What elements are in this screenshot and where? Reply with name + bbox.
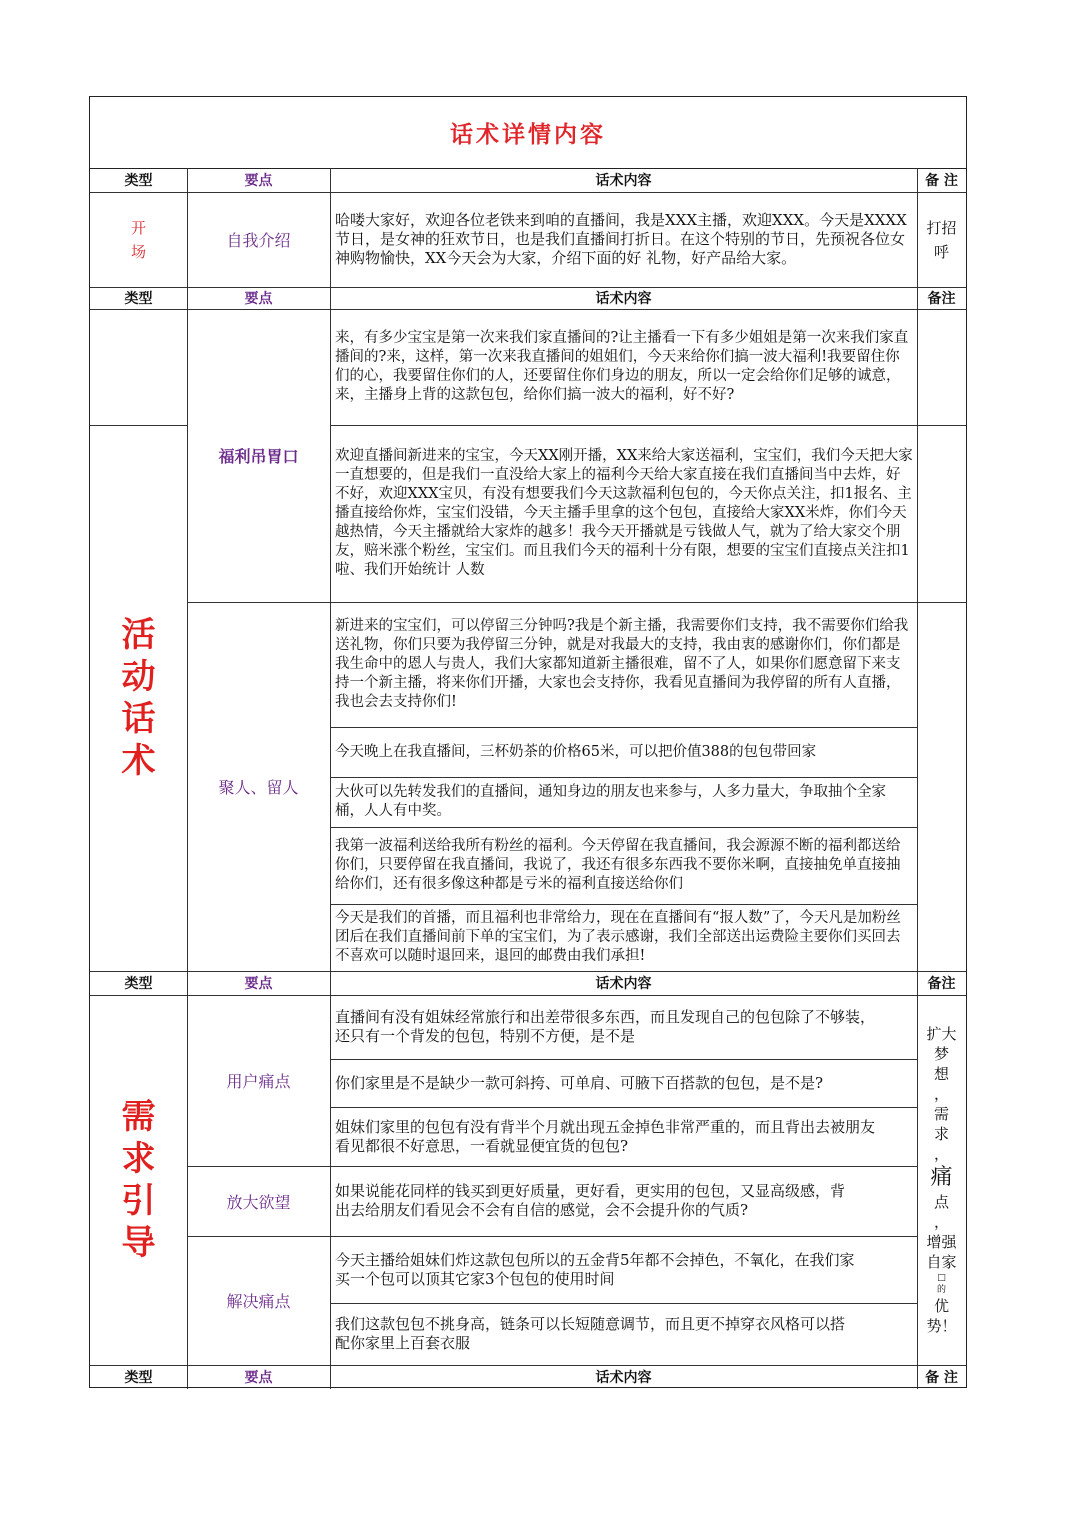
content-welfare-1: 来，有多少宝宝是第一次来我们家直播间的?让主播看一下有多少姐姐是第一次来我们家直播间的?来，这样，第一次来我直播间的姐姐们，今天来给你们搞一波大福利!我要留住你们的心，我要留住你们的人，还要留住你们身边的朋友，所以一定会给你们足够的诚意，来，主播身上背的这款包包，给你们搞一波大的福利，好不好? (335, 330, 909, 403)
note-part: □ (937, 1273, 946, 1283)
point-retain: 聚人、留人 (218, 778, 299, 797)
note-part: 扩大 (926, 1025, 957, 1043)
note-part: 优 (933, 1297, 949, 1315)
content-retain-4: 我第一波福利送给我所有粉丝的福利。今天停留在我直播间，我会源源不断的福利都送给你们，只要停留在我直播间，我说了，我还有很多东西我不要你米啊，直接抽免单直接抽给你们，还有很多像这种都是亏米的福利直接送给你们 (335, 838, 901, 892)
header-content: 话术内容 (595, 173, 652, 189)
content-retain-5: 今天是我们的首播，而且福利也非常给力，现在在直播间有“报人数”了，今天凡是加粉丝团后在我们直播间前下单的宝宝们，为了表示感谢，我们全部送出运费险主要你们买回去不喜欢可以随时退回来，退回的邮费由我们承担! (335, 910, 901, 964)
type-char: 活 (121, 615, 156, 655)
header-content: 话术内容 (595, 1369, 652, 1386)
note-part: 想 (933, 1065, 949, 1083)
type-char: 需 (121, 1097, 156, 1137)
content-solve-2: 我们这款包包不挑身高，链条可以长短随意调节，而且更不掉穿衣风格可以搭配你家里上百套衣服 (335, 1315, 846, 1352)
point-welfare: 福利吊胃口 (218, 447, 299, 466)
header-type: 类型 (124, 173, 153, 189)
content-solve-1: 今天主播给姐妹们炸这款包包所以的五金背5年都不会掉色，不氧化，在我们家买一个包可以顶其它家3个包包的使用时间 (335, 1250, 855, 1288)
point-solve-pain: 解决痛点 (226, 1292, 291, 1311)
point-self-intro: 自我介绍 (226, 231, 291, 250)
header-note: 备 注 (925, 1369, 958, 1386)
type-char: 话 (121, 699, 156, 739)
header-content: 话术内容 (595, 291, 652, 307)
type-char: 术 (121, 741, 156, 781)
note-part: 势！ (926, 1317, 957, 1335)
header-type: 类型 (124, 976, 153, 992)
content-desire-1: 如果说能花同样的钱买到更好质量，更好看，更实用的包包，又显高级感，背出去给朋友们看见会不会有自信的感觉，会不会提升你的气质? (335, 1182, 846, 1219)
header-note: 备注 (927, 976, 956, 992)
type-char: 动 (121, 657, 156, 697)
type-char: 场 (130, 242, 146, 261)
note-opening: 打招呼 (926, 218, 957, 261)
note-part: ， (933, 1213, 949, 1231)
script-table (89, 96, 967, 1388)
note-part: 点 (933, 1193, 949, 1211)
note-demand (917, 995, 966, 1365)
content-retain-2: 今天晚上在我直播间，三杯奶茶的价格65米，可以把价值388的包包带回家 (335, 743, 817, 760)
header-point: 要点 (244, 976, 273, 992)
note-part: 自家 (926, 1253, 957, 1271)
content-pain-2: 你们家里是不是缺少一款可斜挎、可单肩、可腋下百搭款的包包，是不是? (335, 1073, 824, 1092)
header-point: 要点 (244, 291, 273, 307)
point-amplify-desire: 放大欲望 (226, 1192, 291, 1212)
content-retain-1: 新进来的宝宝们，可以停留三分钟吗?我是个新主播，我需要你们支持，我不需要你们给我送礼物，你们只要为我停留三分钟，就是对我最大的支持，我由衷的感谢你们，你们都是我生命中的恩人与贵人，我们大家都知道新主播很难，留不了人，如果你们愿意留下来支持一个新主播，将来你们开播，大家也会支持你，我看见直播间为我停留的所有人直播，我也会去支持你们! (335, 618, 909, 710)
note-part: 痛 (930, 1165, 953, 1190)
point-user-pain: 用户痛点 (226, 1072, 291, 1091)
type-char: 开 (130, 218, 146, 237)
note-part: 求 (933, 1125, 949, 1143)
content-welfare-2: 欢迎直播间新进来的宝宝，今天XX刚开播，XX来给大家送福利，宝宝们，我们今天把大家一直想要的，但是我们一直没给大家上的福利今天给大家直接在我们直播间当中去炸，好不好，欢迎XXX宝贝，有没有想要我们今天这款福利包包的，今天你点关注，扣1报名、主播直接给你炸，宝宝们没错，今天主播手里拿的这个包包，直接给大家XX米炸，你们今天越热情，今天主播就给大家炸的越多！我今天开播就是亏钱做人气，就为了给大家交个朋友，赔米涨个粉丝，宝宝们。而且我们今天的福利十分有限，想要的宝宝们直接点关注扣1啦、我们开始统计 人数 (335, 448, 913, 578)
type-char: 导 (121, 1223, 156, 1263)
content-pain-3: 姐妹们家里的包包有没有背半个月就出现五金掉色非常严重的，而且背出去被朋友看见都很不好意思，一看就显便宜货的包包? (335, 1117, 876, 1155)
note-part: 的 (936, 1285, 946, 1295)
header-content: 话术内容 (595, 976, 652, 992)
note-part: ， (933, 1085, 949, 1103)
type-demand (90, 995, 187, 1365)
content-retain-3: 大伙可以先转发我们的直播间，通知身边的朋友也来参与，人多力量大，争取抽个全家桶，人人有中奖。 (335, 784, 886, 819)
page-title: 话术详情内容 (450, 122, 606, 148)
header-type: 类型 (124, 291, 153, 307)
header-type: 类型 (124, 1369, 153, 1386)
note-part: 增强 (926, 1233, 957, 1251)
note-part: 需 (933, 1105, 949, 1123)
table-title-row (90, 97, 966, 169)
type-activity (90, 425, 187, 971)
header-point: 要点 (244, 1369, 273, 1386)
header-note: 备 注 (925, 173, 958, 189)
type-opening (90, 192, 187, 287)
content-pain-1: 直播间有没有姐妹经常旅行和出差带很多东西，而且发现自己的包包除了不够装，还只有一个背发的包包，特别不方便，是不是 (335, 1008, 876, 1045)
note-part: 梦 (933, 1045, 949, 1063)
content-opening: 哈喽大家好，欢迎各位老铁来到咱的直播间，我是XXX主播，欢迎XXX。今天是XXXX节日，是女神的狂欢节日，也是我们直播间打折日。在这个特别的节日，先预祝各位女神购物愉快，XX今天会为大家，介绍下面的好 礼物，好产品给大家。 (335, 211, 907, 267)
header-note: 备注 (927, 291, 956, 307)
note-part: ， (933, 1145, 949, 1163)
type-char: 求 (121, 1139, 156, 1179)
type-char: 引 (121, 1181, 156, 1221)
header-point: 要点 (244, 173, 273, 189)
